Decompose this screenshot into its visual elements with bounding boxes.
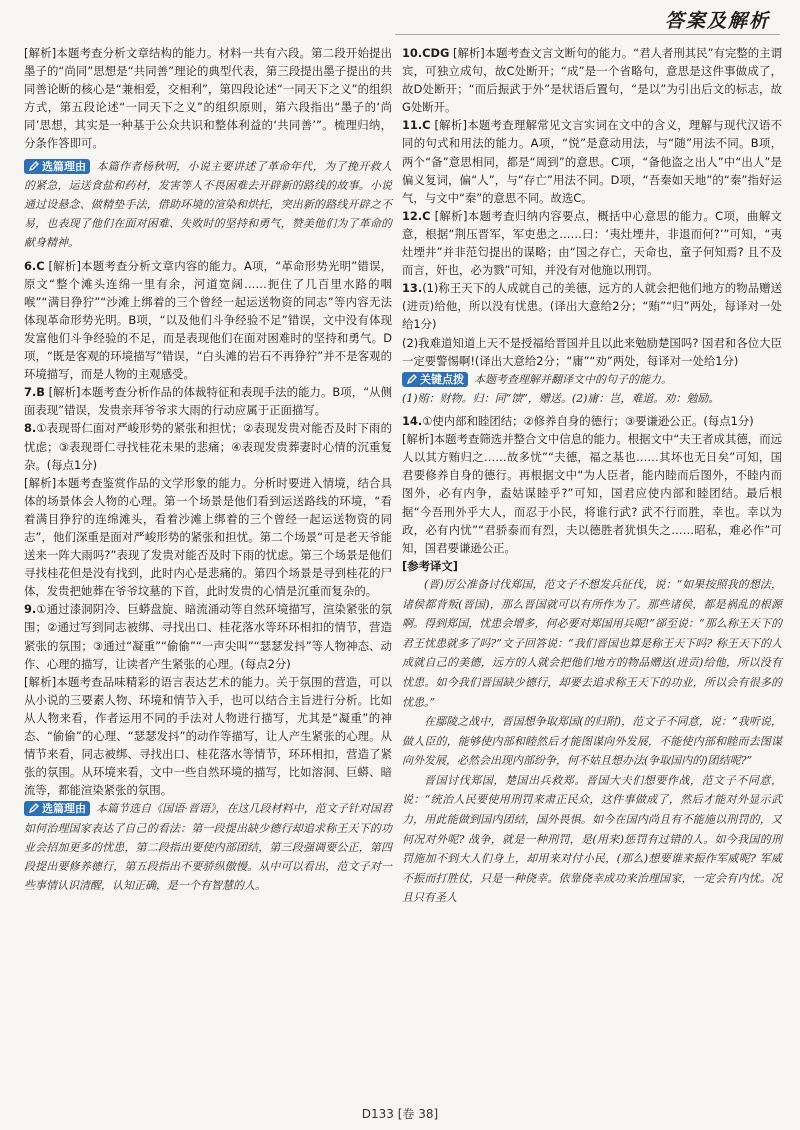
q8-text: ①表现哥仁面对严峻形势的紧张和担忧；②表现发贵对能否及时下雨的忧虑；③表现哥仁寻找桂花未果的悲痛；④表现发贵葬妻时心情的沉重复杂。(每点1分) xyxy=(24,421,392,472)
q10-answer xyxy=(402,44,782,116)
translation-paragraph-1: (晋)厉公准备讨伐郑国，范文子不想发兵征伐，说：“如果按照我的想法，诸侯都背叛(晋国)，那么晋国就可以有所作为了。那些诸侯，都是祸乱的根源啊。得到郑国，忧患会增多，何必要对郑国用兵呢!”郤至说：“那么称王天下的君王忧患就多了吗?”文子回答说：“我们晋国也算是称王天下吗? 称王天下的人成就自己的美德，远方的人就会把他们地方的物品赠送(进贡)给他，所以没有忧患。如今我们晋国缺少德行，却要去追求称王天下的功业，所以会有很多的忧患。” xyxy=(402,577,782,709)
q10-text: [解析]本题考查文言文断句的能力。“君人者刑其民”有完整的主谓宾，可独立成句，故C处断开；“成”是一个省略句，意思是这件事做成了，故D处断开；“而后振武于外”是状语后置句，“是以”为引出后文的标志，故G处断开。 xyxy=(402,46,782,115)
translation-paragraph-2: 在鄢陵之战中，晋国想争取郑国(的归附)，范文子不同意，说：“我听说，做人臣的，能够使内部和睦然后才能图谋向外发展，不能使内部和睦而去图谋向外发展，必然会出现内部纷争，何不姑且想办法(争取国内的)团结呢?” xyxy=(402,715,782,768)
q11-number: 11.C xyxy=(402,118,431,133)
q12-text: [解析]本题考查归纳内容要点，概括中心意思的能力。C项，曲解文意，根据“荆压晋军，军吏患之……曰：‘夷灶堙井，非退而何?’”可知，“夷灶堙井”并非范匄提出的谋略；由“国之存亡，天命也，童子何知焉? 且不及而言，奸也，必为戮”可知，并没有对他施以刑罚。 xyxy=(402,208,783,278)
left-column xyxy=(24,44,392,895)
selection-reason-callout-1 xyxy=(24,157,392,253)
q13-part1: (1)称王天下的人成就自己的美德，远方的人就会把他们地方的物品赠送(进贡)给他，所以没有忧患。(译出大意给2分；“贿”“归”两处，每译对一处给1分) xyxy=(402,281,782,332)
key-point-text: 本题考查理解并翻译文中的句子的能力。 xyxy=(474,372,672,386)
right-column xyxy=(402,44,782,908)
q12-number: 12.C xyxy=(402,208,431,223)
q10-number: 10.CDG xyxy=(402,46,450,60)
key-point-glossary: (1)贿：财物。归：同“馈”，赠送。(2)庸：岂，难道。劝：勉励。 xyxy=(402,391,720,405)
q14-number: 14. xyxy=(402,414,423,429)
selection-reason-badge: 选篇理由 xyxy=(24,801,90,816)
q14-text: ①使内部和睦团结；②修养自身的德行；③要谦逊公正。(每点1分) xyxy=(422,414,754,429)
key-point-badge: 关键点拨 xyxy=(402,372,468,387)
q9-text: ①通过漆洞阴冷、巨蟒盘旋、暗流涌动等自然环境描写，渲染紧张的氛围；②通过写到同志被绑、寻找出口、桂花落水等环环相扣的情节，营造紧张的氛围；③通过“凝重”“偷偷”“一声尖叫”“瑟瑟发抖”等人物神态、动作、心理的描写，让读者产生紧张的心理。(每点2分) xyxy=(24,602,392,671)
q8-number: 8. xyxy=(24,421,37,436)
q13-answer xyxy=(402,279,782,333)
q13-part2: (2)我难道知道上天不是授福给晋国并且以此来勉励楚国吗? 国君和各位大臣一定要警惕啊!(译出大意给2分；“庸”“劝”两处，每译对一处给1分) xyxy=(402,335,782,368)
q13-number: 13. xyxy=(402,281,423,296)
pencil-icon xyxy=(406,373,418,385)
q6-number: 6.C xyxy=(24,258,45,273)
q11-text: [解析]本题考查理解常见文言实词在文中的含义，理解与现代汉语不同的句式和用法的能力。A项，“悦”是意动用法，与“随”用法不同。B项，两个“备”意思相同，都是“周到”的意思。C项，“备他盗之出人”中“出人”是偏义复词，偏“人”，与“存亡”用法不同。D项，“吾秦如天地”的“秦”指好运气，与文中“秦”的意思不同。故选C。 xyxy=(402,118,783,205)
translation-paragraph-3: 晋国讨伐郑国，楚国出兵救郑。晋国大夫们想要作战，范文子不同意，说：“统治人民要使用刑罚来肃正民众，这件事做成了，然后才能对外显示武力，用此能做到国内团结，国外畏惧。如今在国内尚且有不能施以刑罚的，又何况对外呢? 战争，就是一种刑罚，是(用来)惩罚有过错的人。如今我国的刑罚施加不到大人们身上，却用来对付小民，(那么)想要谁来振作军威呢? 军威不振而打胜仗，只是一种侥幸。依靠侥幸成功来治理国家，一定会有内忧。况且只有圣人 xyxy=(402,773,782,905)
q5-analysis: [解析]本题考查分析文章结构的能力。材料一共有六段。第二段开始提出墨子的“尚同”思想是“共同善”理论的典型代表，第三段提出墨子提出的共同善论断的核心是“兼相爱，交相利”，第四段论述“一同天下之义”的组织方式，第五段论述“一同天下之义”的组织原则，第六段指出“墨子的‘尚同’思想，其实是一种基于公众共识和整体利益的‘共同善’”。梳理归纳，分条作答即可。 xyxy=(24,46,392,151)
q12-answer xyxy=(402,207,782,279)
q7-number: 7.B xyxy=(24,385,45,400)
key-point-callout xyxy=(402,370,782,389)
page-header-title: 答案及解析 xyxy=(664,10,770,32)
q14-answer xyxy=(402,412,782,430)
q8-answer xyxy=(24,419,392,473)
selection-reason-callout-2 xyxy=(24,799,392,895)
selection-reason-text: 本篇节选自《国语·晋语》，在这几段材料中，范文子针对国君如何治理国家表达了自己的看法：第一段提出缺少德行却追求称王天下的功业会招加更多的忧患，第二段指出要使内部团结，第三段强调要公正，第四段提出要修养德行，第五段指出不要骄纵傲慢。从中可以看出，范文子对一些事情认识清醒，认知正确，是一个有智慧的人。 xyxy=(24,802,392,893)
selection-reason-text: 本篇作者杨秋明，小说主要讲述了革命年代，为了挽开救人的紧急，运送食盐和药材，发害等人不畏困难去开辟新的路线的故事。小说通过设悬念、做精垫手法，借助环境的渲染和烘托，突出新的路线开辟之不易，也表现了他们在面对困难、失败时的坚持和勇气，赞美他们为了革命的献身精神。 xyxy=(24,159,392,250)
q11-answer xyxy=(402,116,782,206)
q9-answer xyxy=(24,600,392,672)
reference-translation-title: [参考译文] xyxy=(402,558,458,573)
q9-number: 9. xyxy=(24,602,37,617)
pencil-icon xyxy=(28,802,40,814)
q6-text: [解析]本题考查分析文章内容的能力。A项，“革命形势光明”错误，原文“整个滩头连绵一里有余，河道宽阔……扼住了几百里水路的咽喉”“满目狰狞”“沙滩上绑着的三个曾经一起运送物资的同志”等内容无法体现革命形势光明。B项，“以及他们斗争经验不足”错误，文中没有体现发富他们斗争经验的不足，而是表现他们在面对困难时的坚持和勇气。D项，“既是客观的环境描写”错误，“白头滩的岩石不再狰狞”并不是客观的环境描写，而是人物的主观感受。 xyxy=(24,258,393,382)
page-number: D133 [卷 38] xyxy=(361,1107,439,1121)
q7-text: [解析]本题考查分析作品的体裁特征和表现手法的能力。B项，“从侧面表现”错误，发贵亲拜爷爷求大雨的行动应属于正面描写。 xyxy=(24,385,392,418)
q7-answer xyxy=(24,383,392,419)
q9-analysis: [解析]本题考查品味精彩的语言表达艺术的能力。关于氛围的营造，可以从小说的三要素人物、环境和情节入手，也可以结合主旨进行分析。比如从人物来看，作者运用不同的手法对人物进行描写，尤其是“凝重”的神态、“偷偷”的心理、“瑟瑟发抖”的动作等描写，让人产生紧张的心理。从情节来看，同志被绑、寻找出口、桂花落水等情节，环环相扣，营造了紧张的氛围。从环境来看，文中一些自然环境的描写，比如溶洞、巨蟒、暗流等，都能渲染紧张的氛围。 xyxy=(24,674,392,798)
pencil-icon xyxy=(28,160,40,172)
selection-reason-badge: 选篇理由 xyxy=(24,159,90,174)
q14-analysis: [解析]本题考查筛选并整合文中信息的能力。根据文中“夫王者成其德，而远人以其方贿归之……故多忧”“夫德，福之基也……其坏也无日矣”可知，国君要修养自身的德行。再根据文中“为人臣者，能内睦而后图外，不睦内而图外，必有内争，盍姑谋睦乎?”可知，国君应使内部和睦团结。最后根据“今吾刑外乎大人，而忍于小民，将谁行武? 武不行而胜，幸也。幸以为政，必有内忧”“君骄泰而有烈，夫以德胜者犹惧失之……昭私，难必作”可知，国君要谦逊公正。 xyxy=(402,432,782,555)
q8-analysis: [解析]本题考查鉴赏作品的文学形象的能力。分析时要进入情境，结合具体的场景体会人物的心理。第一个场景是他们看到运送路线的环境，“看着满目狰狞的连绵滩头，看着沙滩上绑着的三个曾经一起运送物资的同志”，他们深重是面对严峻形势的紧张和担忧。第二个场景“可是老天爷能送来一阵大雨吗?”表现了发贵对能否及时下雨的忧虑。第三个场景是他们寻找桂花但是没有找到，此时内心是悲痛的。第四个场景是寻到桂花的尸体，发贵把她葬在爷爷坟墓的下首，此时发贵的心情是沉重而复杂的。 xyxy=(24,475,392,599)
q6-answer xyxy=(24,257,392,384)
header-rule xyxy=(395,34,780,35)
